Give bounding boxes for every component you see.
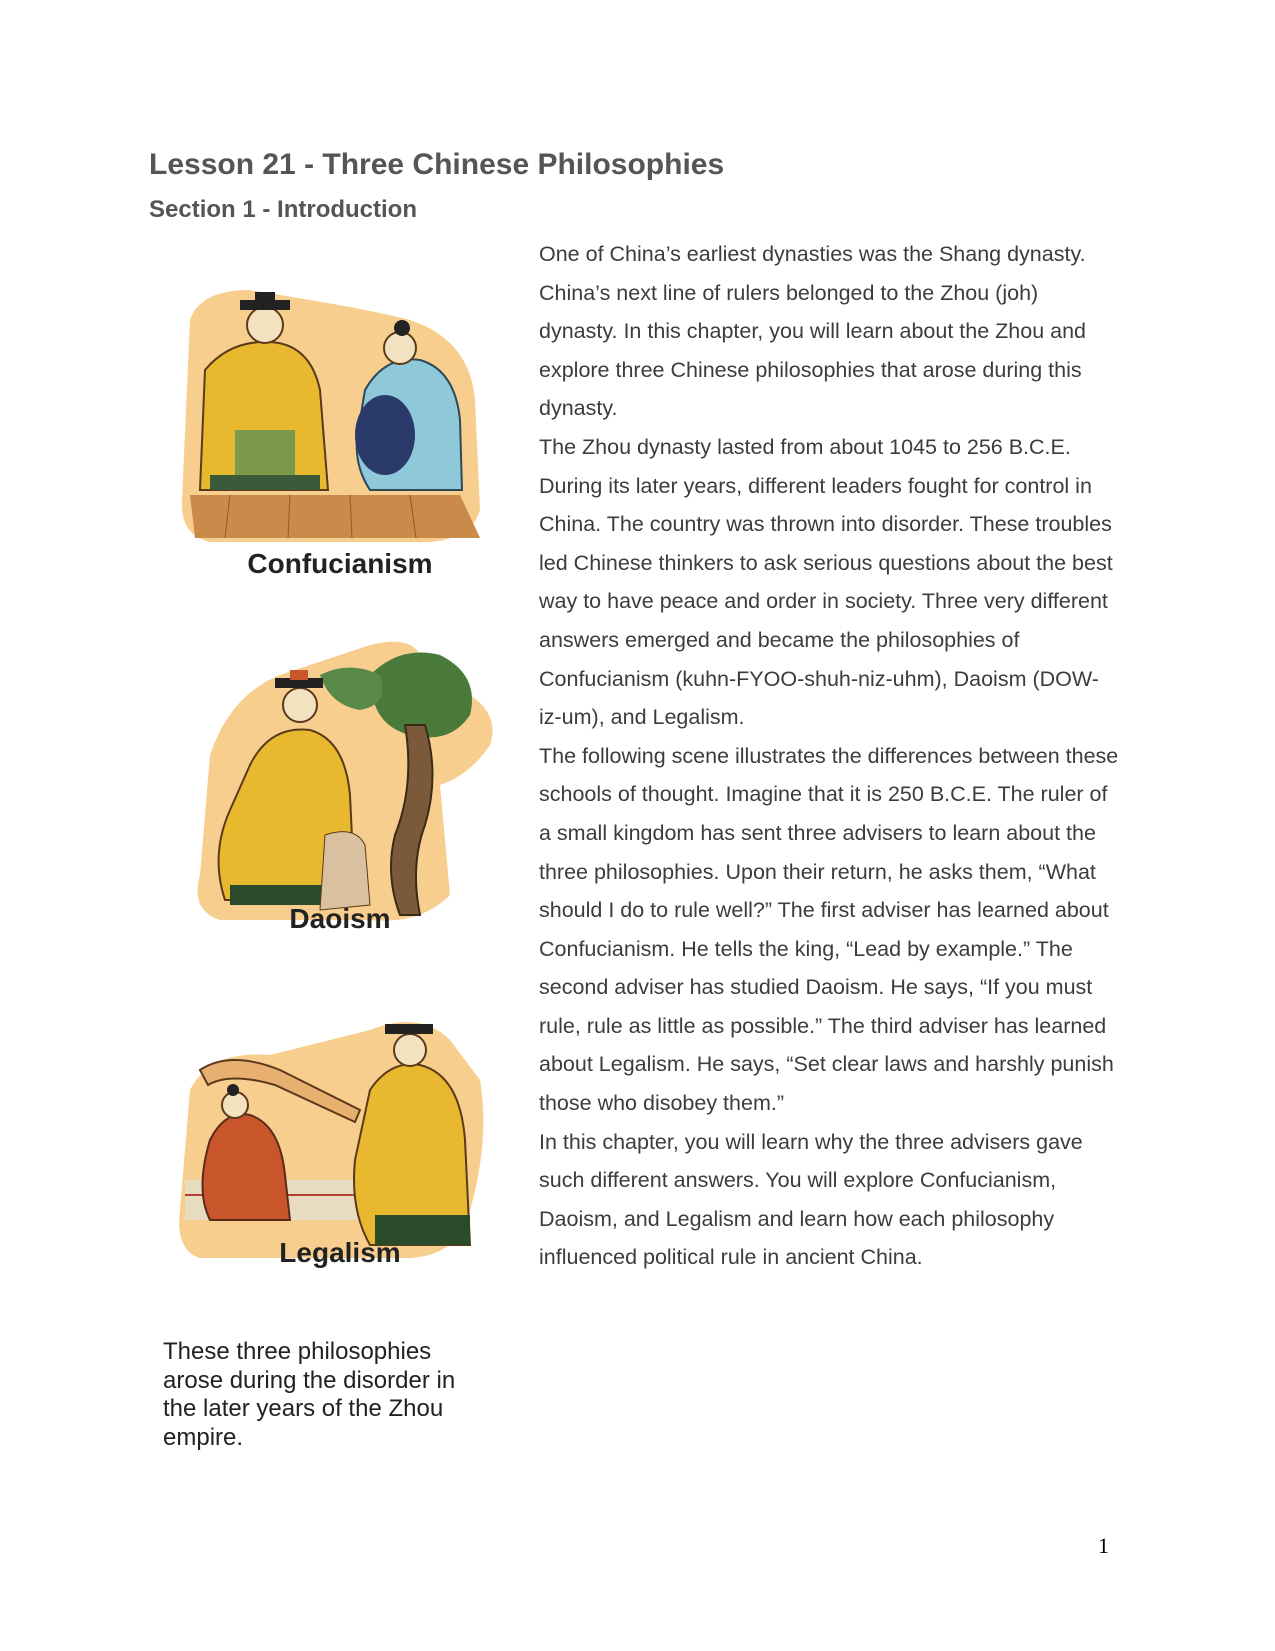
page-title: Lesson 21 - Three Chinese Philosophies [149, 148, 725, 181]
confucianism-label: Confucianism [247, 548, 433, 579]
paragraph-3: The following scene illustrates the differences between these schools of thought. Imagine that it is 250 B.C.E. The ruler of a small kingdom has sent three advisers to learn about the three philosophies. Upon their return, he asks them, “What should I do to rule well?” The first adviser has learned about Confucianism. He tells the king, “Lead by example.” The second adviser has studied Daoism. He says, “If you must rule, rule as little as possible.” The third adviser has learned about Legalism. He says, “Set clear laws and harshly punish those who disobey them.” [539, 743, 1119, 1116]
body-text [539, 235, 1119, 1277]
paragraph-4: In this chapter, you will learn why the three advisers gave such different answers. You will explore Confucianism, Daoism, and Legalism and learn how each philosophy influenced political rule in ancient China. [539, 1129, 1083, 1270]
paragraph-2: The Zhou dynasty lasted from about 1045 to 256 B.C.E. During its later years, different leaders fought for control in China. The country was thrown into disorder. These troubles led Chinese thinkers to ask serious questions about the best way to have peace and order in society. Three very different answers emerged and became the philosophies of Confucianism (kuhn-FYOO-shuh-niz-uhm), Daoism (DOW-iz-um), and Legalism. [539, 434, 1113, 730]
legalism-label: Legalism [279, 1237, 401, 1268]
daoism-label: Daoism [289, 903, 391, 934]
page-number: 1 [1098, 1533, 1109, 1558]
daoism-illustration [170, 635, 530, 930]
section-heading: Section 1 - Introduction [149, 196, 417, 223]
confucianism-illustration [170, 280, 530, 550]
paragraph-1: One of China’s earliest dynasties was the Shang dynasty. China’s next line of rulers belonged to the Zhou (joh) dynasty. In this chapter, you will learn about the Zhou and explore three Chinese philosophies that arose during this dynasty. [539, 242, 1086, 421]
figure-caption: These three philosophies arose during the disorder in the later years of the Zhou empire. [163, 1338, 456, 1451]
legalism-illustration [170, 1010, 530, 1265]
